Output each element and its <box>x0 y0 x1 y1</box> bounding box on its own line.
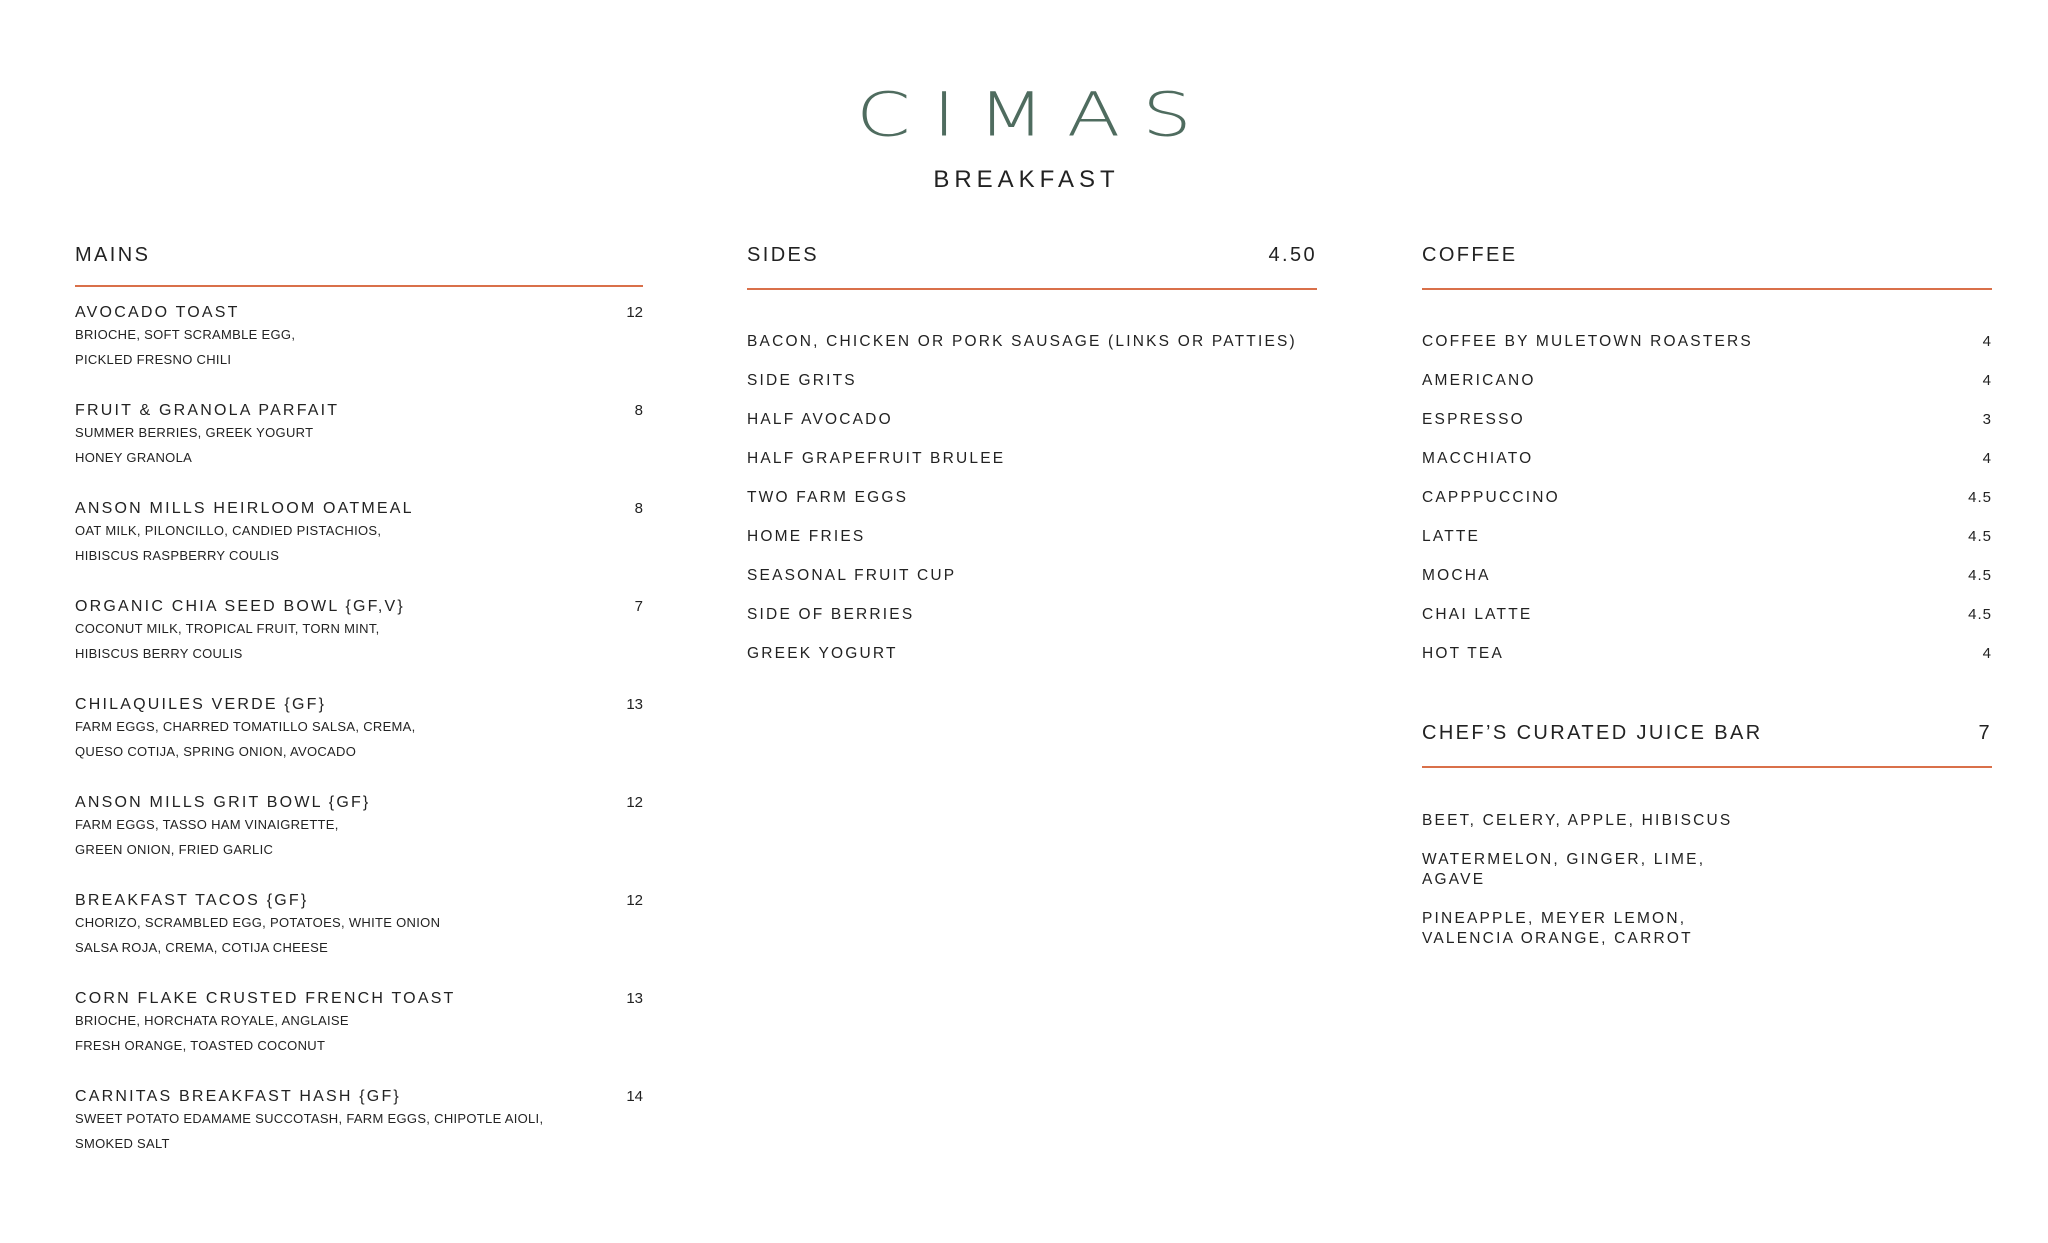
mains-divider <box>75 285 643 287</box>
coffee-item <box>1422 528 1992 567</box>
menu-item-price: 14 <box>626 1088 643 1105</box>
coffee-item-name: AMERICANO <box>1422 372 1536 389</box>
side-item <box>747 645 1317 684</box>
coffee-item-name: MACCHIATO <box>1422 450 1534 467</box>
menu-item-price: 12 <box>626 304 643 321</box>
menu-item-line <box>75 304 643 322</box>
coffee-item-price: 4 <box>1982 450 1992 467</box>
coffee-list <box>1422 333 1992 684</box>
juice-header <box>1422 722 1992 748</box>
side-item-name: GREEK YOGURT <box>747 645 898 662</box>
sides-price: 4.50 <box>1268 244 1317 266</box>
coffee-item-name: CAPPPUCCINO <box>1422 489 1560 506</box>
juice-item <box>1422 811 1752 831</box>
coffee-item-name: HOT TEA <box>1422 645 1505 662</box>
juice-price: 7 <box>1978 722 1992 744</box>
coffee-item <box>1422 567 1992 606</box>
coffee-item-price: 4 <box>1982 333 1992 350</box>
menu-item <box>75 696 643 794</box>
menu-item-name: ANSON MILLS GRIT BOWL {GF} <box>75 794 371 811</box>
menu-item-line <box>75 598 643 616</box>
coffee-item-price: 4 <box>1982 645 1992 662</box>
side-item <box>747 450 1317 489</box>
coffee-item-name: ESPRESSO <box>1422 411 1525 428</box>
coffee-item-name: LATTE <box>1422 528 1481 545</box>
coffee-section <box>1422 244 1992 968</box>
menu-item-price: 7 <box>634 598 643 615</box>
coffee-item-price: 4.5 <box>1968 567 1992 584</box>
juice-item-line: BEET, CELERY, APPLE, HIBISCUS <box>1422 812 1733 829</box>
sides-title: SIDES <box>747 244 820 266</box>
juice-divider <box>1422 766 1992 768</box>
side-item-name: SEASONAL FRUIT CUP <box>747 567 957 584</box>
side-item <box>747 411 1317 450</box>
menu-item-name: CHILAQUILES VERDE {GF} <box>75 696 327 713</box>
menu-item-description: BRIOCHE, SOFT SCRAMBLE EGG, <box>75 327 296 342</box>
coffee-item <box>1422 606 1992 645</box>
coffee-item <box>1422 372 1992 411</box>
menu-item-name: CORN FLAKE CRUSTED FRENCH TOAST <box>75 990 456 1007</box>
menu-item-line <box>75 696 643 714</box>
brand-logo: CIMAS <box>856 79 1214 151</box>
coffee-item-price: 4.5 <box>1968 489 1992 506</box>
juice-item <box>1422 909 1752 949</box>
coffee-item-price: 4.5 <box>1968 606 1992 623</box>
side-item-name: SIDE OF BERRIES <box>747 606 915 623</box>
menu-item-description: SUMMER BERRIES, GREEK YOGURT <box>75 425 314 440</box>
menu-item-description: SMOKED SALT <box>75 1136 170 1151</box>
menu-item-price: 12 <box>626 794 643 811</box>
sides-section <box>747 244 1317 684</box>
sides-divider <box>747 288 1317 290</box>
menu-item-line <box>75 500 643 518</box>
menu-header <box>0 70 2048 194</box>
juice-item-line: VALENCIA ORANGE, CARROT <box>1422 930 1693 947</box>
side-item-name: SIDE GRITS <box>747 372 857 389</box>
coffee-item <box>1422 450 1992 489</box>
menu-item-description: HIBISCUS BERRY COULIS <box>75 646 243 661</box>
menu-item-description: HONEY GRANOLA <box>75 450 193 465</box>
coffee-item-name: MOCHA <box>1422 567 1491 584</box>
menu-item-description: OAT MILK, PILONCILLO, CANDIED PISTACHIOS, <box>75 523 382 538</box>
menu-item-description: FARM EGGS, TASSO HAM VINAIGRETTE, <box>75 817 339 832</box>
menu-item-name: BREAKFAST TACOS {GF} <box>75 892 309 909</box>
side-item-name: HALF GRAPEFRUIT BRULEE <box>747 450 1006 467</box>
mains-title: MAINS <box>75 244 151 266</box>
menu-item-price: 8 <box>634 500 643 517</box>
menu-subtitle: BREAKFAST <box>933 166 1120 193</box>
menu-item-description: SWEET POTATO EDAMAME SUCCOTASH, FARM EGGS, CHIPOTLE AIOLI, <box>75 1111 544 1126</box>
juice-item-line: PINEAPPLE, MEYER LEMON, <box>1422 910 1687 927</box>
menu-item-description: CHORIZO, SCRAMBLED EGG, POTATOES, WHITE ONION <box>75 915 441 930</box>
side-item-name: HOME FRIES <box>747 528 866 545</box>
side-item <box>747 372 1317 411</box>
coffee-item-name: CHAI LATTE <box>1422 606 1533 623</box>
coffee-divider <box>1422 288 1992 290</box>
menu-item <box>75 304 643 402</box>
mains-list <box>75 304 643 1186</box>
side-item <box>747 606 1317 645</box>
menu-item-line <box>75 1088 643 1106</box>
coffee-item <box>1422 333 1992 372</box>
side-item <box>747 333 1317 372</box>
menu-item-line <box>75 402 643 420</box>
side-item-name: TWO FARM EGGS <box>747 489 909 506</box>
menu-item-price: 8 <box>634 402 643 419</box>
juice-item <box>1422 850 1752 890</box>
side-item <box>747 528 1317 567</box>
coffee-item <box>1422 411 1992 450</box>
menu-item <box>75 794 643 892</box>
menu-item-price: 12 <box>626 892 643 909</box>
coffee-header <box>1422 244 1992 270</box>
menu-item-name: FRUIT & GRANOLA PARFAIT <box>75 402 340 419</box>
sides-header <box>747 244 1317 270</box>
menu-item-description: PICKLED FRESNO CHILI <box>75 352 232 367</box>
menu-item <box>75 892 643 990</box>
menu-item-line <box>75 794 643 812</box>
menu-item <box>75 1088 643 1186</box>
menu-item-description: QUESO COTIJA, SPRING ONION, AVOCADO <box>75 744 357 759</box>
menu-item-description: GREEN ONION, FRIED GARLIC <box>75 842 274 857</box>
menu-item-description: FRESH ORANGE, TOASTED COCONUT <box>75 1038 326 1053</box>
coffee-item-price: 3 <box>1982 411 1992 428</box>
side-item-name: HALF AVOCADO <box>747 411 893 428</box>
coffee-item <box>1422 489 1992 528</box>
menu-item-name: CARNITAS BREAKFAST HASH {GF} <box>75 1088 401 1105</box>
menu-item-price: 13 <box>626 696 643 713</box>
juice-list <box>1422 811 1992 949</box>
coffee-title: COFFEE <box>1422 244 1518 266</box>
menu-item <box>75 598 643 696</box>
side-item <box>747 489 1317 528</box>
menu-item-description: FARM EGGS, CHARRED TOMATILLO SALSA, CREMA, <box>75 719 416 734</box>
coffee-item <box>1422 645 1992 684</box>
menu-item-line <box>75 892 643 910</box>
menu-item-description: SALSA ROJA, CREMA, COTIJA CHEESE <box>75 940 329 955</box>
juice-item-line: WATERMELON, GINGER, LIME, AGAVE <box>1422 851 1706 888</box>
menu-item-line <box>75 990 643 1008</box>
side-item <box>747 567 1317 606</box>
menu-item-price: 13 <box>626 990 643 1007</box>
juice-title: CHEF’S CURATED JUICE BAR <box>1422 722 1763 744</box>
coffee-item-price: 4 <box>1982 372 1992 389</box>
side-item-name: BACON, CHICKEN OR PORK SAUSAGE (LINKS OR PATTIES) <box>747 333 1297 350</box>
coffee-item-price: 4.5 <box>1968 528 1992 545</box>
menu-item-name: AVOCADO TOAST <box>75 304 240 321</box>
menu-item-description: BRIOCHE, HORCHATA ROYALE, ANGLAISE <box>75 1013 349 1028</box>
menu-item <box>75 990 643 1088</box>
mains-header <box>75 244 643 270</box>
menu-item-name: ANSON MILLS HEIRLOOM OATMEAL <box>75 500 414 517</box>
menu-item-description: HIBISCUS RASPBERRY COULIS <box>75 548 280 563</box>
menu-item-name: ORGANIC CHIA SEED BOWL {GF,V} <box>75 598 405 615</box>
coffee-item-name: COFFEE BY MULETOWN ROASTERS <box>1422 333 1753 350</box>
mains-section <box>75 244 643 1186</box>
menu-item-description: COCONUT MILK, TROPICAL FRUIT, TORN MINT, <box>75 621 380 636</box>
sides-list <box>747 333 1317 684</box>
menu-item <box>75 500 643 598</box>
menu-item <box>75 402 643 500</box>
